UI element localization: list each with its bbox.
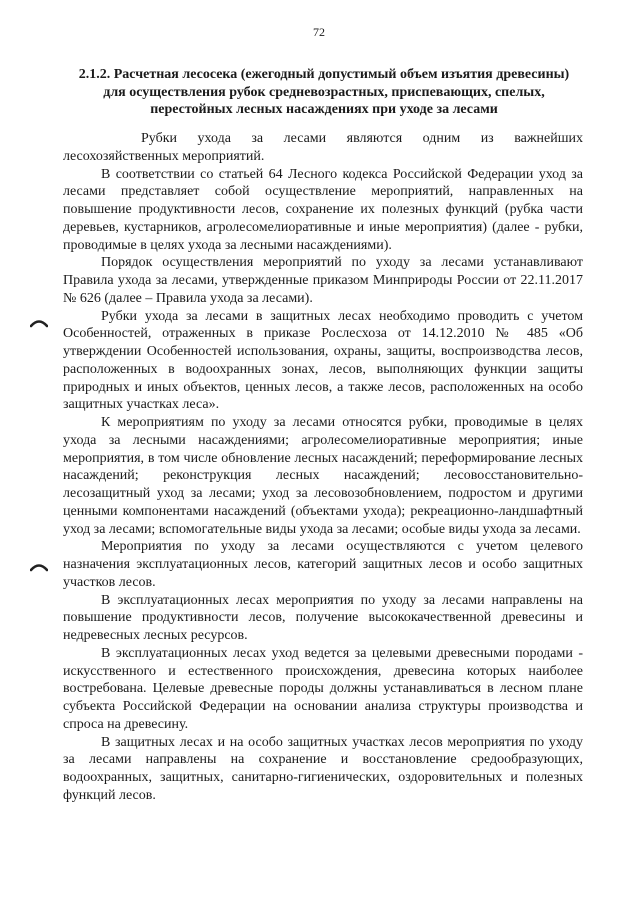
section-heading: 2.1.2. Расчетная лесосека (ежегодный допустимый объем изъятия древесины) для осуществления рубок средневозрастных, приспевающих, спелых, перестойных лесных насаждениях при уходе за лесами (78, 67, 570, 117)
binder-mark (30, 318, 48, 328)
paragraph: Рубки ухода за лесами являются одним из важнейших лесохозяйственных мероприятий. (63, 131, 583, 164)
page-number: 72 (313, 25, 325, 39)
paragraph: К мероприятиям по уходу за лесами относятся рубки, проводимые в целях ухода за лесными насаждениями; агролесомелиоративные мероприятия; иные мероприятия, в том числе обновление лесных насаждений; переформирование лесных насаждений; реконструкция лесных насаждений; лесовосстановительно-лесозащитный уход за лесами; уход за лесовозобновлением, подростом и другими ценными компонентами насаждений (объектами ухода); рекреационно-ландшафтный уход за лесами; вспомогательные виды ухода за лесами; особые виды ухода за лесами. (63, 415, 583, 537)
paragraph: В защитных лесах и на особо защитных участках лесов мероприятия по уходу за лесами направлены на сохранение и восстановление средообразующих, водоохранных, защитных, санитарно-гигиенических, оздоровительных и полезных функций лесов. (63, 734, 583, 803)
paragraph: В соответствии со статьей 64 Лесного кодекса Российской Федерации уход за лесами представляет собой осуществление мероприятий, направленных на повышение продуктивности лесов, сохранение их полезных функций (рубка части деревьев, кустарников, агролесомелиоративные и иные мероприятия) (далее - рубки, проводимые в целях ухода за лесными насаждениями). (63, 166, 583, 253)
paragraph: Порядок осуществления мероприятий по уходу за лесами устанавливают Правила ухода за лесами, утвержденные приказом Минприроды России от 22.11.2017 № 626 (далее – Правила ухода за лесами). (63, 255, 583, 306)
paragraph: Мероприятия по уходу за лесами осуществляются с учетом целевого назначения эксплуатационных лесов, категорий защитных лесов и особо защитных участков лесов. (63, 539, 583, 590)
binder-mark (30, 562, 48, 572)
paragraph: В эксплуатационных лесах мероприятия по уходу за лесами направлены на повышение продуктивности лесов, получение высококачественной древесины и недревесных лесных ресурсов. (63, 592, 583, 643)
paragraph: Рубки ухода за лесами в защитных лесах необходимо проводить с учетом Особенностей, отраженных в приказе Рослесхоза от 14.12.2010 № 485 «Об утверждении Особенностей использования, охраны, защиты, воспроизводства лесов, расположенных в водоохранных зонах, лесов, выполняющих функции защиты природных и иных объектов, ценных лесов, а также лесов, расположенных на особо защитных участках леса». (63, 308, 583, 413)
paragraph: В эксплуатационных лесах уход ведется за целевыми древесными породами - искусственного и естественного происхождения, древесина которых наиболее востребована. Целевые древесные породы должны устанавливаться в лесном плане субъекта Российской Федерации на основании анализа структуры производства и спроса на древесину. (63, 645, 583, 732)
body-text (63, 130, 583, 805)
